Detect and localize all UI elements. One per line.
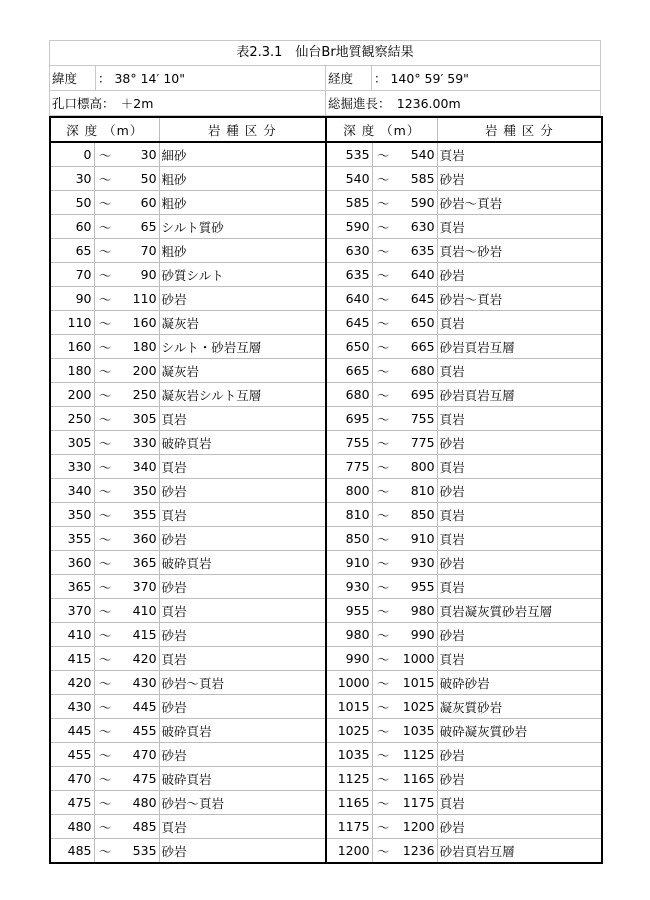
tilde-cell: ～ bbox=[94, 815, 116, 839]
tilde-cell: ～ bbox=[372, 335, 394, 359]
depth-to-cell: 1035 bbox=[394, 719, 437, 743]
depth-from-cell: 420 bbox=[50, 671, 94, 695]
depth-to-cell: 65 bbox=[116, 215, 159, 239]
rock-type-cell: 頁岩 bbox=[437, 503, 602, 527]
depth-from-cell: 1125 bbox=[326, 767, 372, 791]
tilde-cell: ～ bbox=[94, 191, 116, 215]
depth-from-cell: 955 bbox=[326, 599, 372, 623]
rock-type-cell: 頁岩 bbox=[437, 215, 602, 239]
depth-from-cell: 665 bbox=[326, 359, 372, 383]
table-row bbox=[50, 215, 602, 239]
rock-type-cell: 砂岩～頁岩 bbox=[437, 287, 602, 311]
tilde-cell: ～ bbox=[372, 479, 394, 503]
depth-to-cell: 445 bbox=[116, 695, 159, 719]
depth-to-cell: 365 bbox=[116, 551, 159, 575]
depth-to-cell: 1236 bbox=[394, 839, 437, 864]
rock-type-cell: 砂岩 bbox=[437, 263, 602, 287]
table-row bbox=[50, 527, 602, 551]
tilde-cell: ～ bbox=[372, 215, 394, 239]
depth-from-cell: 850 bbox=[326, 527, 372, 551]
table-row bbox=[50, 455, 602, 479]
tilde-cell: ～ bbox=[94, 383, 116, 407]
depth-to-cell: 430 bbox=[116, 671, 159, 695]
depth-to-cell: 1200 bbox=[394, 815, 437, 839]
rock-type-cell: 頁岩 bbox=[437, 359, 602, 383]
depth-from-cell: 645 bbox=[326, 311, 372, 335]
depth-from-cell: 585 bbox=[326, 191, 372, 215]
rock-type-cell: 砂岩 bbox=[159, 287, 326, 311]
depth-to-cell: 355 bbox=[116, 503, 159, 527]
depth-from-cell: 695 bbox=[326, 407, 372, 431]
rock-type-cell: 頁岩 bbox=[437, 647, 602, 671]
tilde-cell: ～ bbox=[94, 142, 116, 167]
total-drilled-length: 総掘進長： 1236.00m bbox=[325, 91, 601, 115]
rock-type-cell: 破砕頁岩 bbox=[159, 551, 326, 575]
tilde-cell: ～ bbox=[372, 383, 394, 407]
tilde-cell: ～ bbox=[94, 647, 116, 671]
depth-to-cell: 775 bbox=[394, 431, 437, 455]
table-row bbox=[50, 767, 602, 791]
depth-from-cell: 70 bbox=[50, 263, 94, 287]
tilde-cell: ～ bbox=[372, 839, 394, 864]
depth-header-left: 深 度 （m） bbox=[50, 117, 159, 142]
tilde-cell: ～ bbox=[372, 767, 394, 791]
depth-to-cell: 755 bbox=[394, 407, 437, 431]
latitude-label: 緯度 bbox=[49, 66, 95, 90]
depth-to-cell: 1125 bbox=[394, 743, 437, 767]
depth-to-cell: 650 bbox=[394, 311, 437, 335]
depth-to-cell: 70 bbox=[116, 239, 159, 263]
tilde-cell: ～ bbox=[94, 623, 116, 647]
tilde-cell: ～ bbox=[94, 695, 116, 719]
depth-from-cell: 90 bbox=[50, 287, 94, 311]
depth-from-cell: 455 bbox=[50, 743, 94, 767]
tilde-cell: ～ bbox=[372, 191, 394, 215]
depth-to-cell: 305 bbox=[116, 407, 159, 431]
depth-to-cell: 480 bbox=[116, 791, 159, 815]
depth-to-cell: 90 bbox=[116, 263, 159, 287]
rock-header-left: 岩 種 区 分 bbox=[159, 117, 326, 142]
rock-type-cell: 砂岩 bbox=[159, 743, 326, 767]
depth-to-cell: 60 bbox=[116, 191, 159, 215]
depth-from-cell: 910 bbox=[326, 551, 372, 575]
depth-from-cell: 535 bbox=[326, 142, 372, 167]
tilde-cell: ～ bbox=[94, 719, 116, 743]
depth-from-cell: 640 bbox=[326, 287, 372, 311]
depth-from-cell: 30 bbox=[50, 167, 94, 191]
table-row bbox=[50, 623, 602, 647]
tilde-cell: ～ bbox=[94, 239, 116, 263]
depth-from-cell: 1165 bbox=[326, 791, 372, 815]
table-row bbox=[50, 479, 602, 503]
table-header-row bbox=[50, 117, 602, 142]
depth-to-cell: 455 bbox=[116, 719, 159, 743]
tilde-cell: ～ bbox=[372, 551, 394, 575]
rock-type-cell: 砂質シルト bbox=[159, 263, 326, 287]
depth-to-cell: 340 bbox=[116, 455, 159, 479]
rock-type-cell: 頁岩 bbox=[437, 791, 602, 815]
depth-from-cell: 365 bbox=[50, 575, 94, 599]
depth-from-cell: 480 bbox=[50, 815, 94, 839]
table-row bbox=[50, 815, 602, 839]
tilde-cell: ～ bbox=[372, 647, 394, 671]
tilde-cell: ～ bbox=[94, 527, 116, 551]
rock-type-cell: 砂岩～頁岩 bbox=[437, 191, 602, 215]
depth-from-cell: 60 bbox=[50, 215, 94, 239]
rock-type-cell: 頁岩 bbox=[159, 815, 326, 839]
rock-type-cell: 粗砂 bbox=[159, 167, 326, 191]
depth-to-cell: 680 bbox=[394, 359, 437, 383]
tilde-cell: ～ bbox=[372, 431, 394, 455]
table-row bbox=[50, 791, 602, 815]
depth-to-cell: 590 bbox=[394, 191, 437, 215]
depth-from-cell: 775 bbox=[326, 455, 372, 479]
rock-type-cell: 細砂 bbox=[159, 142, 326, 167]
rock-type-cell: シルト・砂岩互層 bbox=[159, 335, 326, 359]
depth-to-cell: 1025 bbox=[394, 695, 437, 719]
depth-to-cell: 1000 bbox=[394, 647, 437, 671]
tilde-cell: ～ bbox=[94, 407, 116, 431]
rock-type-cell: 破砕砂岩 bbox=[437, 671, 602, 695]
tilde-cell: ～ bbox=[372, 263, 394, 287]
table-row bbox=[50, 647, 602, 671]
rock-type-cell: 頁岩 bbox=[437, 142, 602, 167]
depth-to-cell: 350 bbox=[116, 479, 159, 503]
tilde-cell: ～ bbox=[94, 575, 116, 599]
depth-from-cell: 445 bbox=[50, 719, 94, 743]
depth-to-cell: 645 bbox=[394, 287, 437, 311]
tilde-cell: ～ bbox=[94, 599, 116, 623]
depth-to-cell: 665 bbox=[394, 335, 437, 359]
table-row bbox=[50, 287, 602, 311]
tilde-cell: ～ bbox=[372, 527, 394, 551]
table-row bbox=[50, 503, 602, 527]
rock-type-cell: 砂岩 bbox=[437, 431, 602, 455]
tilde-cell: ～ bbox=[94, 791, 116, 815]
table-row bbox=[50, 575, 602, 599]
depth-from-cell: 415 bbox=[50, 647, 94, 671]
depth-to-cell: 1165 bbox=[394, 767, 437, 791]
table-row bbox=[50, 431, 602, 455]
rock-type-cell: 頁岩凝灰質砂岩互層 bbox=[437, 599, 602, 623]
depth-to-cell: 470 bbox=[116, 743, 159, 767]
tilde-cell: ～ bbox=[94, 215, 116, 239]
tilde-cell: ～ bbox=[94, 431, 116, 455]
depth-to-cell: 635 bbox=[394, 239, 437, 263]
latitude-value: ： 38° 14′ 10" bbox=[95, 66, 325, 90]
depth-from-cell: 180 bbox=[50, 359, 94, 383]
tilde-cell: ～ bbox=[372, 142, 394, 167]
depth-to-cell: 585 bbox=[394, 167, 437, 191]
depth-from-cell: 470 bbox=[50, 767, 94, 791]
table-row bbox=[50, 551, 602, 575]
depth-to-cell: 640 bbox=[394, 263, 437, 287]
depth-to-cell: 910 bbox=[394, 527, 437, 551]
depth-to-cell: 50 bbox=[116, 167, 159, 191]
depth-from-cell: 635 bbox=[326, 263, 372, 287]
tilde-cell: ～ bbox=[372, 743, 394, 767]
depth-to-cell: 160 bbox=[116, 311, 159, 335]
depth-to-cell: 980 bbox=[394, 599, 437, 623]
tilde-cell: ～ bbox=[372, 311, 394, 335]
depth-from-cell: 755 bbox=[326, 431, 372, 455]
tilde-cell: ～ bbox=[372, 695, 394, 719]
depth-to-cell: 330 bbox=[116, 431, 159, 455]
table-row bbox=[50, 839, 602, 864]
rock-type-cell: 凝灰岩シルト互層 bbox=[159, 383, 326, 407]
depth-from-cell: 1175 bbox=[326, 815, 372, 839]
depth-from-cell: 540 bbox=[326, 167, 372, 191]
rock-type-cell: 頁岩 bbox=[159, 647, 326, 671]
tilde-cell: ～ bbox=[94, 263, 116, 287]
table-row bbox=[50, 311, 602, 335]
depth-from-cell: 370 bbox=[50, 599, 94, 623]
depth-from-cell: 1000 bbox=[326, 671, 372, 695]
rock-type-cell: 頁岩～砂岩 bbox=[437, 239, 602, 263]
depth-from-cell: 1015 bbox=[326, 695, 372, 719]
tilde-cell: ～ bbox=[94, 743, 116, 767]
tilde-cell: ～ bbox=[372, 791, 394, 815]
depth-from-cell: 1025 bbox=[326, 719, 372, 743]
table-row bbox=[50, 383, 602, 407]
depth-from-cell: 980 bbox=[326, 623, 372, 647]
depth-from-cell: 475 bbox=[50, 791, 94, 815]
rock-type-cell: 砂岩～頁岩 bbox=[159, 671, 326, 695]
rock-type-cell: 頁岩 bbox=[437, 455, 602, 479]
rock-type-cell: 破砕頁岩 bbox=[159, 767, 326, 791]
tilde-cell: ～ bbox=[94, 551, 116, 575]
rock-type-cell: 砂岩 bbox=[437, 623, 602, 647]
tilde-cell: ～ bbox=[94, 503, 116, 527]
longitude-label: 経度 bbox=[325, 66, 371, 90]
depth-from-cell: 340 bbox=[50, 479, 94, 503]
tilde-cell: ～ bbox=[372, 287, 394, 311]
tilde-cell: ～ bbox=[94, 359, 116, 383]
depth-to-cell: 475 bbox=[116, 767, 159, 791]
depth-to-cell: 1015 bbox=[394, 671, 437, 695]
rock-type-cell: 砂岩～頁岩 bbox=[159, 791, 326, 815]
rock-type-cell: 凝灰岩 bbox=[159, 311, 326, 335]
table-row bbox=[50, 719, 602, 743]
rock-type-cell: 砂岩 bbox=[159, 575, 326, 599]
tilde-cell: ～ bbox=[94, 311, 116, 335]
depth-to-cell: 955 bbox=[394, 575, 437, 599]
rock-type-cell: 砂岩 bbox=[159, 479, 326, 503]
rock-type-cell: 粗砂 bbox=[159, 191, 326, 215]
tilde-cell: ～ bbox=[94, 287, 116, 311]
depth-to-cell: 30 bbox=[116, 142, 159, 167]
rock-type-cell: 頁岩 bbox=[159, 503, 326, 527]
longitude-value: ： 140° 59′ 59" bbox=[371, 66, 601, 90]
document-sheet bbox=[49, 40, 601, 864]
depth-to-cell: 180 bbox=[116, 335, 159, 359]
depth-from-cell: 330 bbox=[50, 455, 94, 479]
depth-from-cell: 930 bbox=[326, 575, 372, 599]
depth-from-cell: 250 bbox=[50, 407, 94, 431]
table-row bbox=[50, 599, 602, 623]
depth-to-cell: 420 bbox=[116, 647, 159, 671]
table-row bbox=[50, 695, 602, 719]
rock-type-cell: 砂岩頁岩互層 bbox=[437, 383, 602, 407]
depth-from-cell: 1035 bbox=[326, 743, 372, 767]
depth-from-cell: 65 bbox=[50, 239, 94, 263]
table-row bbox=[50, 239, 602, 263]
tilde-cell: ～ bbox=[372, 167, 394, 191]
depth-from-cell: 350 bbox=[50, 503, 94, 527]
depth-from-cell: 990 bbox=[326, 647, 372, 671]
tilde-cell: ～ bbox=[372, 239, 394, 263]
rock-type-cell: 凝灰岩 bbox=[159, 359, 326, 383]
depth-from-cell: 800 bbox=[326, 479, 372, 503]
depth-from-cell: 355 bbox=[50, 527, 94, 551]
elevation-row bbox=[49, 91, 601, 116]
depth-to-cell: 695 bbox=[394, 383, 437, 407]
depth-from-cell: 590 bbox=[326, 215, 372, 239]
depth-to-cell: 535 bbox=[116, 839, 159, 864]
depth-to-cell: 630 bbox=[394, 215, 437, 239]
rock-type-cell: 砂岩 bbox=[437, 167, 602, 191]
tilde-cell: ～ bbox=[372, 599, 394, 623]
tilde-cell: ～ bbox=[372, 719, 394, 743]
table-row bbox=[50, 407, 602, 431]
geology-table bbox=[49, 116, 603, 864]
depth-to-cell: 1175 bbox=[394, 791, 437, 815]
rock-type-cell: 砂岩 bbox=[437, 479, 602, 503]
depth-from-cell: 200 bbox=[50, 383, 94, 407]
tilde-cell: ～ bbox=[372, 623, 394, 647]
depth-from-cell: 810 bbox=[326, 503, 372, 527]
rock-type-cell: 破砕凝灰質砂岩 bbox=[437, 719, 602, 743]
tilde-cell: ～ bbox=[94, 167, 116, 191]
depth-to-cell: 930 bbox=[394, 551, 437, 575]
rock-type-cell: シルト質砂 bbox=[159, 215, 326, 239]
tilde-cell: ～ bbox=[94, 671, 116, 695]
tilde-cell: ～ bbox=[372, 455, 394, 479]
rock-type-cell: 砂岩 bbox=[437, 551, 602, 575]
table-row bbox=[50, 167, 602, 191]
tilde-cell: ～ bbox=[372, 407, 394, 431]
tilde-cell: ～ bbox=[372, 815, 394, 839]
depth-to-cell: 990 bbox=[394, 623, 437, 647]
depth-from-cell: 360 bbox=[50, 551, 94, 575]
rock-type-cell: 凝灰質砂岩 bbox=[437, 695, 602, 719]
depth-from-cell: 305 bbox=[50, 431, 94, 455]
depth-to-cell: 410 bbox=[116, 599, 159, 623]
rock-type-cell: 砂岩 bbox=[437, 743, 602, 767]
depth-from-cell: 0 bbox=[50, 142, 94, 167]
table-row bbox=[50, 191, 602, 215]
rock-type-cell: 頁岩 bbox=[437, 311, 602, 335]
depth-header-right: 深 度 （m） bbox=[326, 117, 437, 142]
collar-elevation: 孔口標高： ＋2m bbox=[49, 91, 325, 115]
depth-from-cell: 160 bbox=[50, 335, 94, 359]
rock-type-cell: 砂岩頁岩互層 bbox=[437, 839, 602, 864]
rock-type-cell: 砂岩 bbox=[159, 527, 326, 551]
depth-from-cell: 410 bbox=[50, 623, 94, 647]
tilde-cell: ～ bbox=[94, 479, 116, 503]
depth-to-cell: 360 bbox=[116, 527, 159, 551]
rock-header-right: 岩 種 区 分 bbox=[437, 117, 602, 142]
tilde-cell: ～ bbox=[372, 671, 394, 695]
tilde-cell: ～ bbox=[94, 455, 116, 479]
tilde-cell: ～ bbox=[94, 839, 116, 864]
depth-to-cell: 540 bbox=[394, 142, 437, 167]
table-row bbox=[50, 263, 602, 287]
rock-type-cell: 破砕頁岩 bbox=[159, 719, 326, 743]
rock-type-cell: 頁岩 bbox=[437, 407, 602, 431]
table-row bbox=[50, 359, 602, 383]
depth-from-cell: 680 bbox=[326, 383, 372, 407]
rock-type-cell: 頁岩 bbox=[159, 599, 326, 623]
table-row bbox=[50, 743, 602, 767]
rock-type-cell: 砂岩 bbox=[437, 767, 602, 791]
depth-to-cell: 485 bbox=[116, 815, 159, 839]
depth-from-cell: 1200 bbox=[326, 839, 372, 864]
rock-type-cell: 頁岩 bbox=[437, 527, 602, 551]
rock-type-cell: 砂岩 bbox=[159, 623, 326, 647]
rock-type-cell: 粗砂 bbox=[159, 239, 326, 263]
depth-to-cell: 810 bbox=[394, 479, 437, 503]
table-title: 表2.3.1 仙台Br地質観察結果 bbox=[49, 40, 601, 65]
rock-type-cell: 頁岩 bbox=[159, 455, 326, 479]
depth-from-cell: 650 bbox=[326, 335, 372, 359]
table-row bbox=[50, 142, 602, 167]
depth-from-cell: 430 bbox=[50, 695, 94, 719]
table-row bbox=[50, 671, 602, 695]
depth-from-cell: 485 bbox=[50, 839, 94, 864]
rock-type-cell: 砂岩 bbox=[159, 839, 326, 864]
depth-to-cell: 850 bbox=[394, 503, 437, 527]
depth-to-cell: 110 bbox=[116, 287, 159, 311]
tilde-cell: ～ bbox=[372, 575, 394, 599]
depth-from-cell: 50 bbox=[50, 191, 94, 215]
depth-from-cell: 110 bbox=[50, 311, 94, 335]
rock-type-cell: 破砕頁岩 bbox=[159, 431, 326, 455]
depth-to-cell: 370 bbox=[116, 575, 159, 599]
depth-to-cell: 415 bbox=[116, 623, 159, 647]
depth-to-cell: 250 bbox=[116, 383, 159, 407]
rock-type-cell: 頁岩 bbox=[437, 575, 602, 599]
depth-from-cell: 630 bbox=[326, 239, 372, 263]
tilde-cell: ～ bbox=[94, 335, 116, 359]
rock-type-cell: 砂岩 bbox=[159, 695, 326, 719]
depth-to-cell: 800 bbox=[394, 455, 437, 479]
rock-type-cell: 砂岩 bbox=[437, 815, 602, 839]
depth-to-cell: 200 bbox=[116, 359, 159, 383]
tilde-cell: ～ bbox=[94, 767, 116, 791]
table-row bbox=[50, 335, 602, 359]
coordinates-row bbox=[49, 65, 601, 91]
tilde-cell: ～ bbox=[372, 359, 394, 383]
tilde-cell: ～ bbox=[372, 503, 394, 527]
rock-type-cell: 砂岩頁岩互層 bbox=[437, 335, 602, 359]
rock-type-cell: 頁岩 bbox=[159, 407, 326, 431]
